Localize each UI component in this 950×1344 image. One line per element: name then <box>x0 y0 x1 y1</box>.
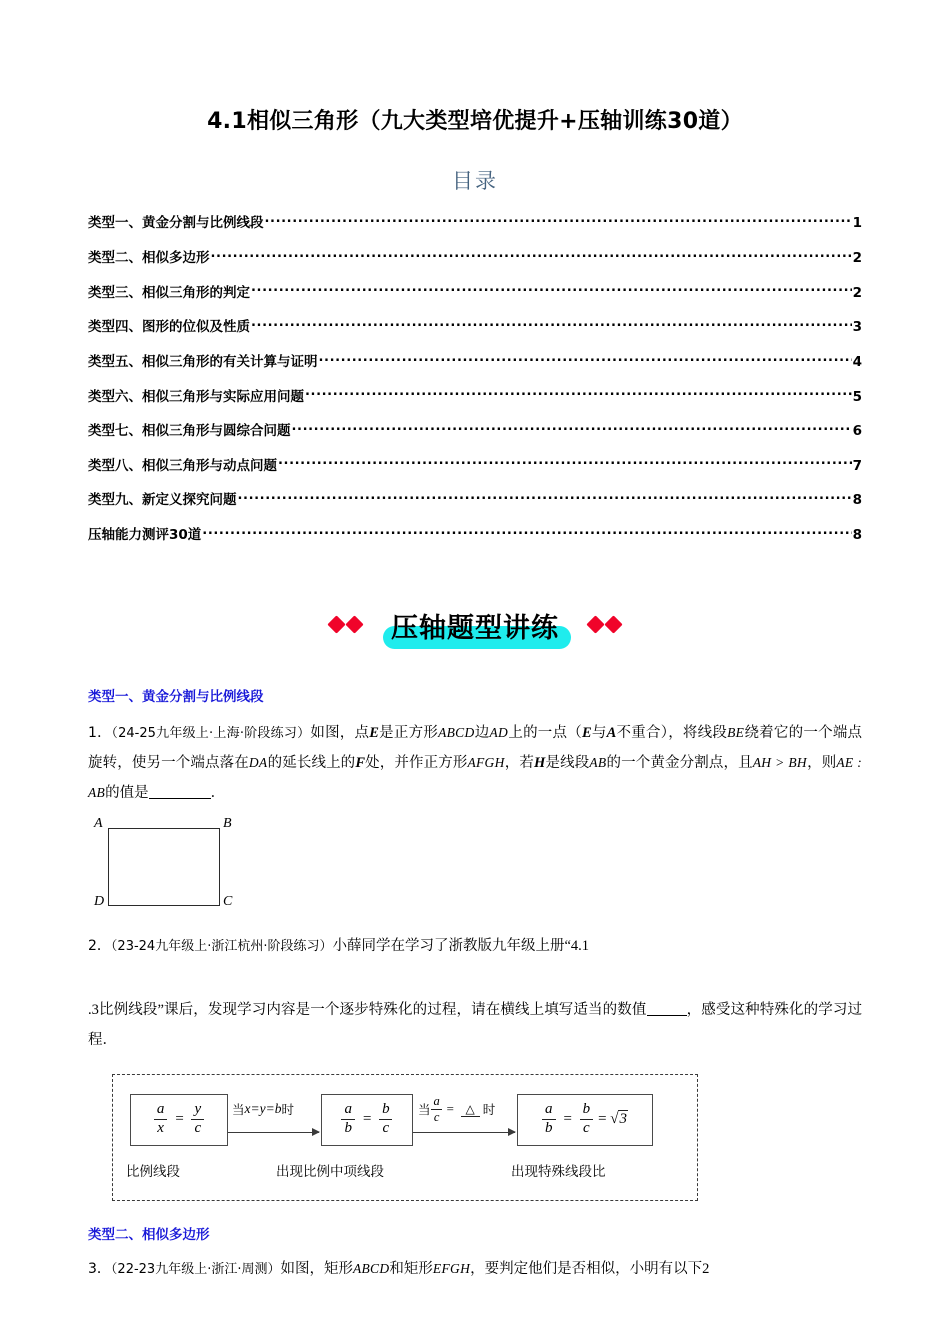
toc-entry-page: 4 <box>852 353 862 370</box>
var-E2: E <box>582 725 592 742</box>
fraction-numerator: a <box>433 1093 440 1108</box>
problem-2-source: （23-24九年级上·浙江杭州·阶段练习） <box>110 939 333 955</box>
problem-2-text-part2 <box>88 996 862 1055</box>
fraction-denominator: c <box>379 1119 392 1137</box>
problem-2-text-part1 <box>88 932 862 962</box>
flow-box-1 <box>130 1094 228 1146</box>
condition-prefix: 当 <box>418 1102 431 1118</box>
toc-entry[interactable] <box>88 240 862 275</box>
toc-leader-dots <box>211 248 852 262</box>
condition-prefix: 当 <box>232 1101 245 1117</box>
toc-entry-page: 7 <box>852 457 862 474</box>
fraction-numerator: a <box>344 1101 352 1118</box>
page-title: 4.1相似三角形（九大类型培优提升+压轴训练30道） <box>207 109 743 134</box>
diamond-icon-group-left <box>330 618 361 631</box>
radical-sign: √ <box>610 1111 619 1128</box>
fraction-y-over-c <box>191 1102 204 1136</box>
toc-entry[interactable] <box>88 205 862 240</box>
flow-box-2 <box>321 1094 413 1146</box>
diamond-icon <box>345 615 363 633</box>
toc-entry-page: 5 <box>852 388 862 405</box>
var-EFGH: EFGH <box>432 1260 471 1276</box>
fraction-numerator: b <box>582 1101 591 1118</box>
toc-entry-label: 类型二、相似多边形 <box>88 250 210 267</box>
equals-sign: = <box>361 1111 373 1128</box>
fraction-a-over-b <box>341 1102 355 1136</box>
equals-sign: = <box>174 1111 185 1128</box>
var-AFGH: AFGH <box>467 754 505 770</box>
banner-core <box>377 604 573 651</box>
problem-3-t1: 如图，矩形 <box>280 1260 353 1277</box>
var-F: F <box>355 754 365 771</box>
problem-2-t1: 小薛同学在学习了浙教版九年级上册“4.1 <box>332 938 590 955</box>
equals-sign: = <box>445 1101 455 1117</box>
radicand: 3 <box>619 1111 627 1128</box>
problem-1-t1: 如图，点 <box>310 725 370 742</box>
fraction-numerator: y <box>194 1101 202 1118</box>
toc-leader-dots <box>265 213 852 227</box>
square-root-icon <box>609 1111 628 1128</box>
problem-1-t4: 上的一点（ <box>508 725 582 742</box>
vertex-label-c: C <box>223 894 233 910</box>
flow-arrow-1 <box>228 1132 319 1134</box>
problem-1-t9: 处，并作正方形 <box>364 754 468 771</box>
diamond-icon-group-right <box>589 618 620 631</box>
toc-entry-label: 类型五、相似三角形的有关计算与证明 <box>88 353 318 370</box>
fraction-a-over-x <box>154 1102 168 1136</box>
var-ABCD: ABCD <box>352 1260 390 1276</box>
answer-blank[interactable] <box>149 798 211 799</box>
problem-3-number: 3． <box>88 1260 111 1277</box>
toc-leader-dots <box>319 352 852 366</box>
toc-entry-page: 2 <box>852 284 862 301</box>
table-of-contents <box>88 205 862 551</box>
problem-1-text <box>88 719 862 808</box>
var-ratio: AE : AB <box>88 754 863 800</box>
banner-title: 压轴题型讲练 <box>391 612 559 644</box>
toc-entry[interactable] <box>88 274 862 309</box>
toc-leader-dots <box>292 421 852 435</box>
problem-3-text <box>88 1255 862 1285</box>
fraction-denominator: c <box>191 1119 204 1137</box>
toc-leader-dots <box>251 317 852 331</box>
diamond-icon <box>586 615 604 633</box>
fraction-denominator: c <box>431 1109 443 1124</box>
fraction-denominator: c <box>580 1119 593 1137</box>
problem-1-t11: 是线段 <box>545 754 590 771</box>
vertex-label-a: A <box>94 816 103 832</box>
problem-1-t5: 与 <box>591 725 607 742</box>
fraction-a-over-b <box>542 1102 556 1136</box>
problem-1-number: 1． <box>88 725 112 742</box>
toc-leader-dots <box>278 456 852 470</box>
var-E: E <box>369 725 379 742</box>
square-outline <box>108 828 220 906</box>
toc-entry-page: 6 <box>852 423 862 440</box>
toc-entry-label: 类型八、相似三角形与动点问题 <box>88 457 277 474</box>
toc-entry[interactable] <box>88 378 862 413</box>
toc-leader-dots <box>251 283 852 297</box>
problem-1-source: （24-25九年级上·上海·阶段练习） <box>111 726 311 742</box>
figure-proportion-flowchart <box>112 1074 698 1201</box>
toc-entry-label: 类型一、黄金分割与比例线段 <box>88 215 264 232</box>
var-AB: AB <box>589 754 607 770</box>
flow-caption-1: 比例线段 <box>126 1163 180 1179</box>
vertex-label-b: B <box>223 816 232 832</box>
vertex-label-d: D <box>94 894 105 910</box>
toc-leader-dots <box>305 387 852 401</box>
fraction-numerator: a <box>545 1101 553 1118</box>
fraction-numerator: a <box>156 1101 165 1118</box>
toc-entry[interactable] <box>88 344 862 379</box>
var-BE: BE <box>727 725 745 741</box>
toc-entry-page: 3 <box>852 319 862 336</box>
flow-box-3 <box>517 1094 653 1146</box>
toc-heading: 目录 <box>452 169 498 193</box>
problem-2-number: 2． <box>88 938 111 955</box>
toc-entry[interactable] <box>88 309 862 344</box>
problem-1-t8: 的延长线上的 <box>267 754 356 771</box>
toc-leader-dots <box>202 525 851 539</box>
problem-1-t3: 边 <box>474 725 490 742</box>
fraction-denominator: x <box>154 1119 167 1137</box>
flow-arrow-2-label <box>418 1095 495 1124</box>
var-inequality: AH > BH <box>752 754 807 770</box>
section-heading-type-2: 类型二、相似多边形 <box>88 1226 210 1243</box>
var-DA: DA <box>248 754 268 770</box>
condition-expression: x=y=b <box>244 1100 282 1116</box>
problem-3-t3: ，要判定他们是否相似，小明有以下2 <box>470 1260 710 1277</box>
toc-entry-label: 类型七、相似三角形与圆综合问题 <box>88 423 291 440</box>
problem-1-t10: ，若 <box>504 754 535 771</box>
triangle-blank-icon[interactable]: △ <box>461 1102 480 1117</box>
toc-entry-label: 类型六、相似三角形与实际应用问题 <box>88 388 304 405</box>
problem-2-t2: .3比例线段”课后，发现学习内容是一个逐步特殊化的过程，请在横线上填写适当的数值 <box>88 1002 647 1019</box>
diamond-icon <box>327 615 345 633</box>
toc-entry-page: 8 <box>852 492 862 509</box>
answer-blank[interactable] <box>647 1015 687 1016</box>
fraction-b-over-c <box>379 1102 393 1136</box>
toc-entry[interactable] <box>88 413 862 448</box>
fraction-denominator: b <box>341 1119 355 1137</box>
toc-entry-page: 2 <box>852 250 862 267</box>
problem-1-t12: 的一个黄金分割点，且 <box>606 754 753 771</box>
problem-1-t7: 绕着它的一个端点旋转，使另一个端点落在 <box>88 725 863 771</box>
flow-caption-2: 出现比例中项线段 <box>276 1163 384 1179</box>
problem-1-t15: ． <box>210 784 226 801</box>
fraction-a-over-c <box>431 1095 443 1124</box>
condition-suffix: 时 <box>281 1101 294 1117</box>
toc-entry-label: 类型九、新定义探究问题 <box>88 492 237 509</box>
flow-arrow-2 <box>413 1132 515 1134</box>
var-H: H <box>534 754 546 771</box>
problem-2-t3: ，感受这种特殊化的学习过程． <box>88 1002 863 1048</box>
toc-entry[interactable] <box>88 517 862 552</box>
fraction-denominator: b <box>542 1119 556 1137</box>
equals-sign: = <box>562 1111 573 1128</box>
toc-entry-label: 类型四、图形的位似及性质 <box>88 319 250 336</box>
var-ABCD: ABCD <box>438 725 475 741</box>
toc-entry-label: 压轴能力测评30道 <box>88 527 202 544</box>
fraction-b-over-c <box>580 1102 594 1136</box>
equals-sign-2: = <box>597 1111 608 1128</box>
var-AD: AD <box>489 725 509 741</box>
toc-leader-dots <box>238 490 852 504</box>
condition-suffix: 时 <box>482 1102 496 1118</box>
toc-entry[interactable] <box>88 447 862 482</box>
diamond-icon <box>604 615 622 633</box>
flow-caption-3: 出现特殊线段比 <box>511 1163 606 1179</box>
problem-1-t14: 的值是 <box>105 784 149 801</box>
section-banner <box>88 599 862 655</box>
figure-square-abcd <box>92 816 252 916</box>
toc-entry-label: 类型三、相似三角形的判定 <box>88 284 250 301</box>
toc-entry-page: 1 <box>852 215 862 232</box>
problem-1-t2: 是正方形 <box>378 725 439 742</box>
toc-entry[interactable] <box>88 482 862 517</box>
toc-entry-page: 8 <box>852 527 862 544</box>
var-A: A <box>606 725 617 742</box>
flow-arrow-1-label <box>232 1100 294 1118</box>
section-heading-type-1: 类型一、黄金分割与比例线段 <box>88 689 264 706</box>
problem-3-source: （22-23九年级上·浙江·周测） <box>110 1261 281 1277</box>
problem-1-t13: ，则 <box>806 754 837 771</box>
fraction-numerator: b <box>382 1101 390 1118</box>
problem-3-t2: 和矩形 <box>389 1260 433 1277</box>
problem-1-t6: 不重合），将线段 <box>616 725 728 742</box>
